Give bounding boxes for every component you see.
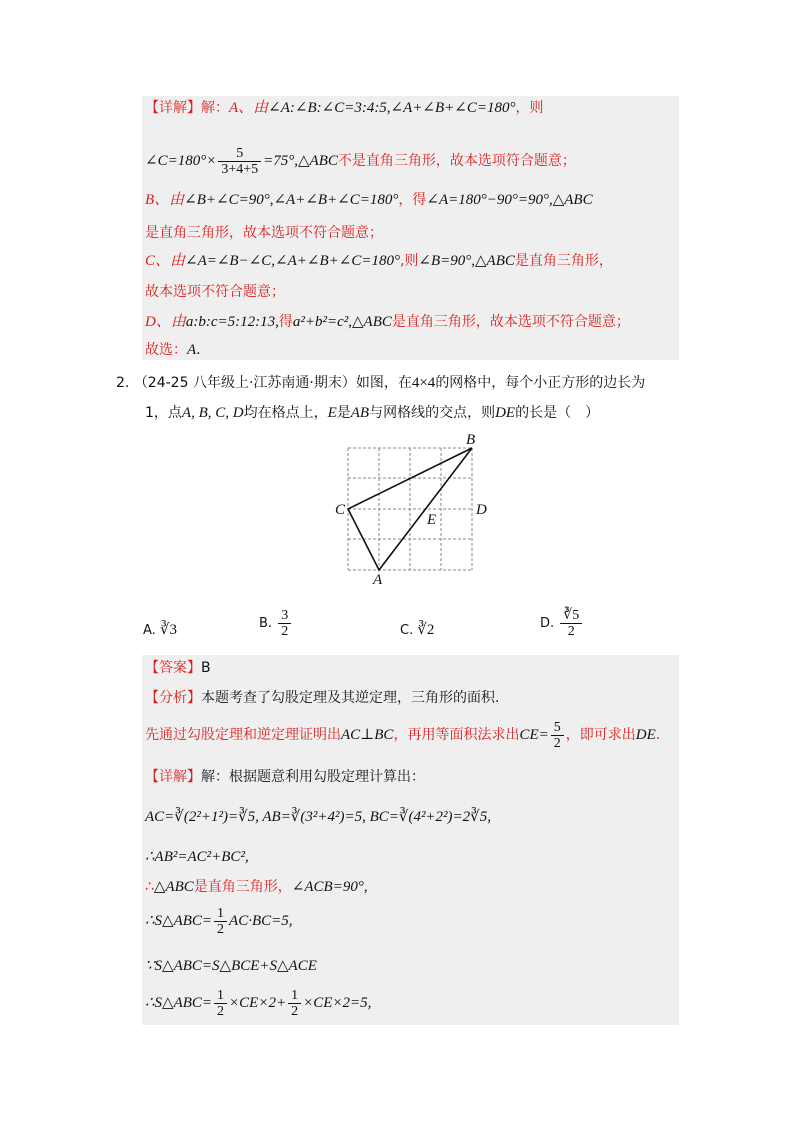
option-a[interactable]: A. ∛3 — [143, 622, 177, 638]
box1-line7: D、由a:b:c=5:12:13,得a²+b²=c²,△ABC是直角三角形，故本选项不符合题意； — [145, 314, 630, 330]
label-e: E — [427, 512, 437, 528]
fraction: $\frac{∛5}{2}$ — [560, 608, 582, 639]
label-b: B — [466, 432, 476, 448]
option-b[interactable]: B. $\frac{3}{2}$ — [259, 608, 293, 639]
box1-line4: 是直角三角形，故本选项不符合题意； — [145, 225, 383, 241]
box2-line9: ∵S△ABC=S△BCE+S△ACE — [145, 958, 317, 974]
fraction: $\frac{1}{2}$ — [214, 906, 227, 937]
box1-line3: B、由∠B+∠C=90°,∠A+∠B+∠C=180°，得∠A=180°−90°=90°,△ABC — [145, 192, 593, 208]
fraction: $\frac{3}{2}$ — [278, 608, 291, 639]
box1-line5: C、由∠A=∠B−∠C,∠A+∠B+∠C=180°,则∠B=90°,△ABC是直角三角形， — [145, 253, 613, 269]
box1-line6: 故本选项不符合题意； — [145, 284, 285, 300]
box2-line6: ∴AB²=AC²+BC², — [145, 849, 249, 865]
fraction: $\frac{1}{2}$ — [288, 988, 301, 1019]
label-a: A — [373, 572, 383, 588]
label-c: C — [335, 502, 346, 518]
box2-line7: ∴△ABC是直角三角形，∠ACB=90°, — [145, 879, 368, 895]
box1-line8: 故选：A. — [145, 342, 201, 358]
triangle-abc — [348, 448, 472, 570]
label-d: D — [476, 502, 487, 518]
question-line-1: 2. （24-25 八年级上·江苏南通·期末）如图，在4×4的网格中，每个小正方形的边长为 — [116, 375, 646, 391]
fraction: $\frac{1}{2}$ — [214, 988, 227, 1019]
option-d[interactable]: D. $\frac{∛5}{2}$ — [540, 608, 584, 639]
analysis-line: 【分析】本题考查了勾股定理及其逆定理，三角形的面积. — [145, 690, 500, 706]
box2-line4: 【详解】解：根据题意利用勾股定理计算出： — [145, 769, 425, 785]
question-line-2: 1，点A, B, C, D均在格点上，E是AB与网格线的交点，则DE的长是（ ） — [145, 405, 600, 421]
fraction: $\frac{5}{3+4+5}$ — [218, 146, 261, 177]
option-c[interactable]: C. ∛2 — [400, 622, 435, 638]
fraction: $\frac{5}{2}$ — [551, 720, 564, 751]
box2-line10: ∴S△ABC= $\frac{1}{2}$ ×CE×2+ $\frac{1}{2}$ ×CE×2=5, — [145, 987, 372, 1019]
box2-line5: AC=∛(2²+1²)=∛5, AB=∛(3²+4²)=5, BC=∛(4²+2²)=2∛5, — [145, 809, 491, 825]
grid-lines — [348, 448, 472, 570]
box1-line2: ∠C=180°× $\frac{5}{3+4+5}$ =75°,△ABC不是直角三角形，故本选项符合题意； — [145, 145, 576, 177]
box1-line1: 【详解】解：A、由∠A:∠B:∠C=3:4:5,∠A+∠B+∠C=180°，则 — [145, 100, 544, 116]
box2-line8: ∴S△ABC= $\frac{1}{2}$ AC·BC=5, — [145, 905, 293, 937]
box2-line3: 先通过勾股定理和逆定理证明出AC⊥BC，再用等面积法求出CE= $\frac{5}{2}$ ，即可求出DE. — [145, 719, 661, 751]
answer-line: 【答案】B — [145, 660, 211, 676]
